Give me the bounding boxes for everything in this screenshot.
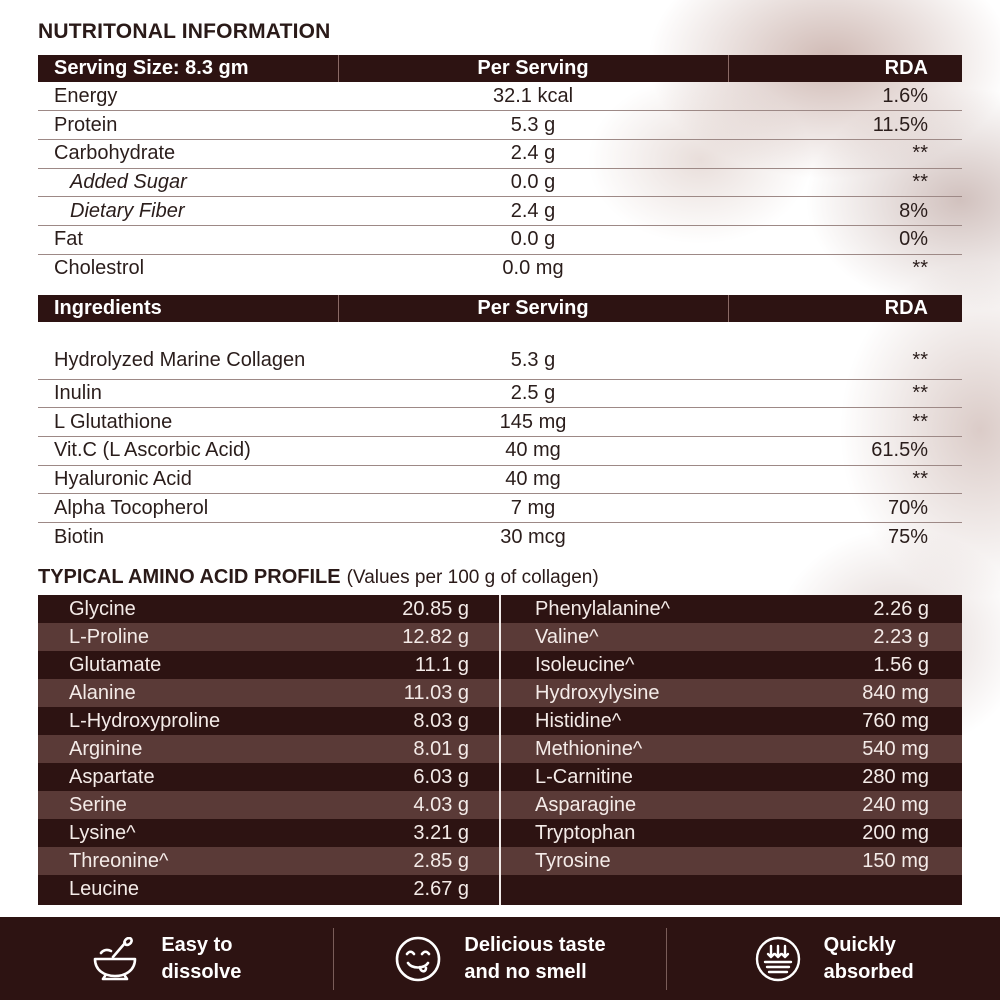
nutrient-name: Energy [38, 82, 338, 111]
amino-row [501, 763, 962, 791]
ingredient-row [38, 522, 962, 551]
nutrient-per-serving: 0.0 mg [502, 257, 564, 280]
amino-value: 8.03 g [413, 709, 469, 732]
amino-acid-table [38, 595, 962, 905]
amino-row [501, 651, 962, 679]
amino-name: Lysine^ [69, 821, 136, 844]
feature-easy-dissolve [0, 928, 333, 990]
ingredient-row [38, 465, 962, 494]
amino-row [501, 707, 962, 735]
feature-line1: Quickly [823, 933, 896, 956]
amino-value: 150 mg [862, 849, 929, 872]
amino-row [38, 819, 499, 847]
amino-name: Valine^ [535, 625, 599, 648]
nutrient-name: Cholestrol [54, 257, 145, 280]
nutrient-per-serving: 0.0 g [338, 168, 728, 197]
feature-line1: Delicious taste [464, 933, 606, 956]
ingredient-row [38, 408, 962, 437]
absorb-arrows-icon [754, 935, 802, 983]
nutrient-name: Dietary Fiber [38, 197, 338, 226]
amino-name: Asparagine [535, 793, 637, 816]
per-serving-header: Per Serving [338, 295, 728, 322]
feature-quickly-absorbed [666, 928, 1000, 990]
amino-row [501, 735, 962, 763]
amino-name: Aspartate [69, 765, 155, 788]
amino-profile-heading [38, 566, 599, 589]
tasty-face-icon [394, 935, 442, 983]
nutrition-row [38, 168, 962, 197]
ingredient-rda: ** [728, 322, 962, 379]
amino-column-right [501, 595, 962, 905]
nutrition-row [38, 111, 962, 140]
feature-line2: absorbed [823, 960, 914, 983]
amino-value: 8.01 g [413, 737, 469, 760]
amino-column-left [38, 595, 501, 905]
ingredient-row [38, 494, 962, 523]
amino-name: Leucine [69, 877, 140, 900]
rda-header: RDA [728, 55, 962, 82]
nutrient-rda: 1.6% [728, 82, 962, 111]
ingredient-per-serving: 145 mg [338, 408, 728, 437]
ingredient-per-serving: 7 mg [338, 494, 728, 523]
amino-name: Alanine [69, 681, 136, 704]
ingredient-rda: ** [728, 379, 962, 408]
ingredients-header: Ingredients [38, 295, 338, 322]
amino-name: Threonine^ [69, 849, 169, 872]
nutrient-rda: 0% [728, 225, 962, 254]
amino-value: 840 mg [862, 681, 929, 704]
amino-name: Phenylalanine^ [535, 597, 671, 620]
feature-bar [0, 917, 1000, 1000]
amino-row [38, 735, 499, 763]
ingredient-row [38, 322, 962, 379]
amino-value: 760 mg [862, 709, 929, 732]
amino-value: 11.03 g [403, 681, 469, 704]
amino-value: 2.26 g [873, 597, 929, 620]
amino-row [38, 791, 499, 819]
amino-name: Hydroxylysine [535, 681, 660, 704]
amino-row [38, 847, 499, 875]
nutrition-row [38, 139, 962, 168]
amino-value: 540 mg [862, 737, 929, 760]
ingredients-table [38, 295, 962, 551]
ingredient-per-serving: 2.5 g [338, 379, 728, 408]
amino-value: 2.85 g [413, 849, 469, 872]
page-title: NUTRITONAL INFORMATION [38, 20, 331, 43]
feature-text [161, 932, 241, 986]
feature-line2: and no smell [464, 960, 587, 983]
ingredient-per-serving: 40 mg [338, 436, 728, 465]
amino-value: 4.03 g [413, 793, 469, 816]
ingredient-name: Hyaluronic Acid [38, 465, 338, 494]
amino-value: 2.23 g [873, 625, 929, 648]
ingredient-name: Vit.C (L Ascorbic Acid) [38, 436, 338, 465]
feature-delicious-taste [333, 928, 667, 990]
ingredient-name: L Glutathione [38, 408, 338, 437]
feature-text [824, 932, 914, 986]
nutrient-per-serving: 2.4 g [338, 197, 728, 226]
amino-name: L-Carnitine [535, 765, 633, 788]
amino-row [38, 623, 499, 651]
ingredient-rda: 61.5% [728, 436, 962, 465]
amino-value: 240 mg [862, 793, 929, 816]
amino-row [38, 707, 499, 735]
amino-name: Methionine^ [535, 737, 643, 760]
amino-value: 280 mg [862, 765, 929, 788]
ingredient-rda: ** [728, 408, 962, 437]
nutrient-name: Protein [38, 111, 338, 140]
amino-row [501, 595, 962, 623]
nutrient-name: Fat [38, 225, 338, 254]
amino-name: Serine [69, 793, 127, 816]
nutrient-per-serving: 2.4 g [338, 139, 728, 168]
amino-row [501, 847, 962, 875]
amino-value: 20.85 g [402, 597, 469, 620]
serving-size-header: Serving Size: 8.3 gm [38, 55, 338, 82]
feature-line2: dissolve [161, 960, 242, 983]
ingredient-rda: ** [728, 465, 962, 494]
amino-profile-title: TYPICAL AMINO ACID PROFILE [38, 566, 341, 588]
ingredient-row [38, 436, 962, 465]
amino-name: Glycine [69, 597, 136, 620]
amino-row [501, 679, 962, 707]
nutrient-rda: 11.5% [728, 111, 962, 140]
amino-value: 6.03 g [413, 765, 469, 788]
bowl-spoon-icon [91, 935, 139, 983]
amino-name: L-Hydroxyproline [69, 709, 221, 732]
nutrient-rda: ** [728, 168, 962, 197]
nutrient-rda: 8% [728, 197, 962, 226]
nutrition-row [38, 254, 962, 283]
amino-value: 1.56 g [873, 653, 929, 676]
amino-row [38, 595, 499, 623]
ingredient-name: Inulin [38, 379, 338, 408]
amino-value: 3.21 g [413, 821, 469, 844]
nutrient-per-serving: 32.1 kcal [338, 82, 728, 111]
amino-row [38, 875, 499, 903]
ingredients-header-row [38, 295, 962, 322]
nutrient-name: Carbohydrate [38, 139, 338, 168]
amino-value: 200 mg [862, 821, 929, 844]
ingredient-per-serving: 5.3 g [338, 322, 728, 379]
rda-header: RDA [728, 295, 962, 322]
amino-row [38, 763, 499, 791]
nutrition-row [38, 225, 962, 254]
amino-name: Histidine^ [535, 709, 622, 732]
amino-row [501, 791, 962, 819]
nutrient-rda: ** [728, 139, 962, 168]
ingredient-row [38, 379, 962, 408]
amino-name: Isoleucine^ [535, 653, 635, 676]
feature-line1: Easy to [161, 933, 233, 956]
amino-row [38, 651, 499, 679]
amino-name: Arginine [69, 737, 143, 760]
nutrient-per-serving: 5.3 g [338, 111, 728, 140]
amino-name: Tyrosine [535, 849, 611, 872]
amino-row [38, 679, 499, 707]
amino-value: 2.67 g [413, 877, 469, 900]
amino-name: L-Proline [69, 625, 150, 648]
nutrition-header-row [38, 55, 962, 82]
ingredient-per-serving: 30 mcg [500, 525, 566, 548]
per-serving-header: Per Serving [338, 55, 728, 82]
amino-row [501, 623, 962, 651]
amino-row [501, 819, 962, 847]
nutrition-table [38, 55, 962, 283]
nutrient-per-serving: 0.0 g [338, 225, 728, 254]
ingredient-name: Biotin [54, 525, 105, 548]
nutrition-row [38, 197, 962, 226]
ingredient-rda: 75% [887, 525, 928, 548]
amino-name: Glutamate [69, 653, 162, 676]
amino-name: Tryptophan [535, 821, 636, 844]
ingredient-per-serving: 40 mg [338, 465, 728, 494]
amino-profile-note: (Values per 100 g of collagen) [346, 567, 599, 588]
ingredient-name: Hydrolyzed Marine Collagen [38, 322, 338, 379]
nutrient-name: Added Sugar [38, 168, 338, 197]
ingredient-name: Alpha Tocopherol [38, 494, 338, 523]
feature-text [464, 932, 605, 986]
amino-value: 11.1 g [414, 653, 469, 676]
nutrient-rda: ** [912, 257, 928, 280]
ingredient-rda: 70% [728, 494, 962, 523]
nutrition-row [38, 82, 962, 111]
amino-value: 12.82 g [402, 625, 469, 648]
